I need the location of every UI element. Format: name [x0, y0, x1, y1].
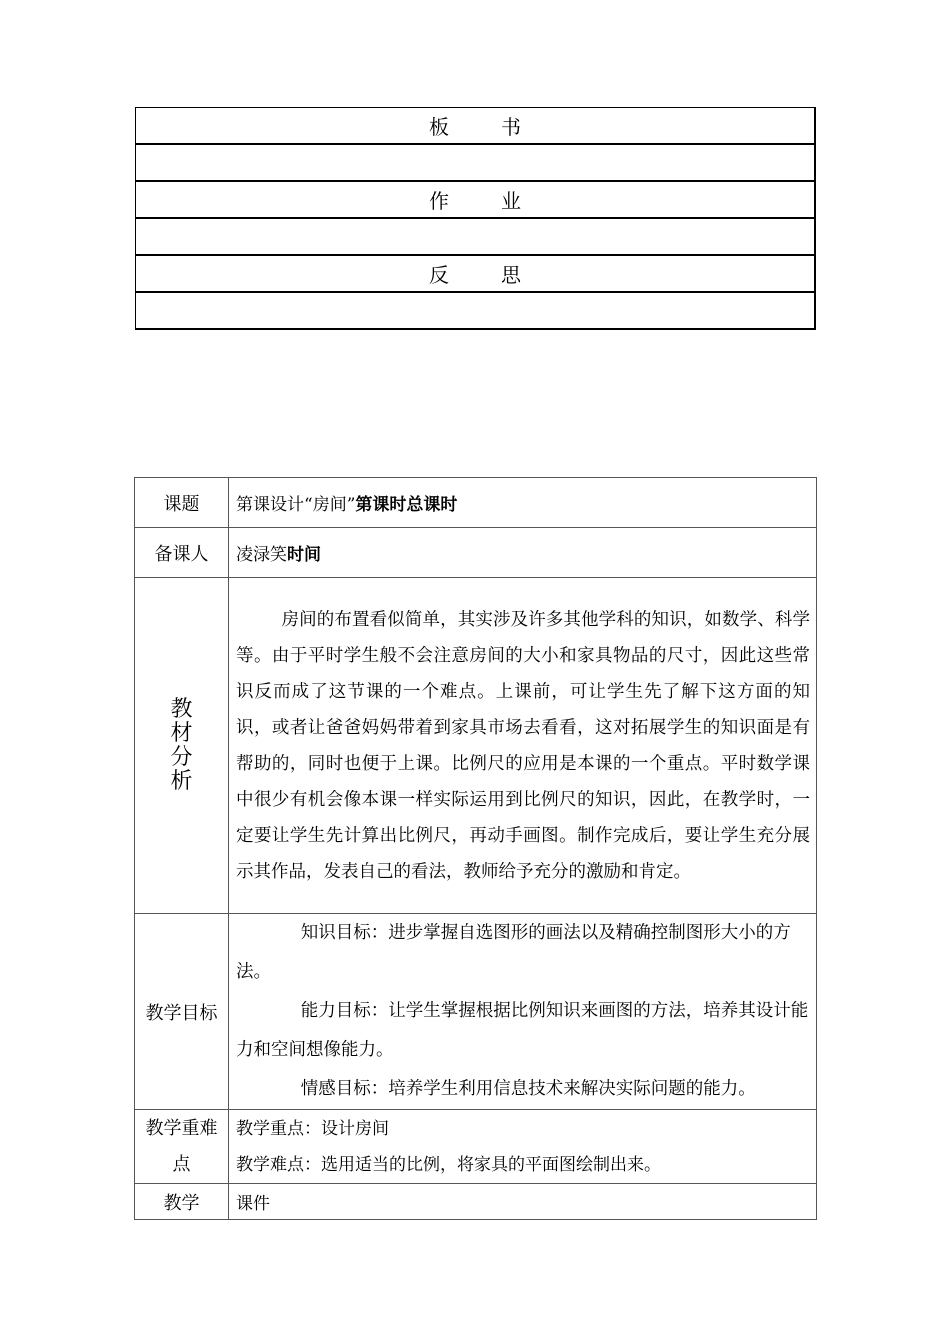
reflection-header	[136, 255, 816, 292]
preparer-value	[229, 528, 817, 578]
board-header	[136, 108, 816, 145]
title-value-plain: 第课设计“房间”	[236, 495, 356, 515]
board-content-cell	[136, 144, 816, 181]
analysis-text: 房间的布置看似简单，其实涉及许多其他学科的知识，如数学、科学等。由于平时学生般不会注意房间的大小和家具物品的尺寸，因此这些常识反而成了这节课的一个难点。上课前，可让学生先了解下这方面的知识，或者让爸爸妈妈带着到家具市场去看看，这对拓展学生的知识面是有帮助的，同时也便于上课。比例尺的应用是本课的一个重点。平时数学课中很少有机会像本课一样实际运用到比例尺的知识，因此，在教学时，一定要让学生先计算出比例尺，再动手画图。制作完成后，要让学生充分展示其作品，发表自己的看法，教师给予充分的激励和肯定。	[229, 578, 817, 914]
analysis-label-char: 教	[170, 696, 193, 722]
goals-label: 教学目标	[135, 914, 229, 1110]
homework-char-2: 业	[501, 189, 521, 213]
analysis-label-char: 材	[170, 720, 193, 746]
goal-knowledge: 知识目标：进步掌握自选图形的画法以及精确控制图形大小的方法。	[236, 923, 791, 982]
analysis-label-char: 析	[170, 768, 193, 794]
media-value: 课件	[229, 1184, 817, 1220]
key-label	[135, 1110, 229, 1184]
reflection-content-cell	[136, 292, 816, 329]
goal-ability: 能力目标：让学生掌握根据比例知识来画图的方法，培养其设计能力和空间想像能力。	[236, 1001, 809, 1060]
preparer-name: 凌渌笑	[236, 545, 287, 565]
title-value-bold: 第课时总课时	[355, 495, 458, 515]
lesson-plan-table	[134, 477, 817, 1220]
board-char-1: 板	[429, 115, 449, 139]
homework-content-cell	[136, 218, 816, 255]
homework-char-1: 作	[429, 189, 449, 213]
goals-cell	[229, 914, 817, 1110]
reflection-char-2: 思	[501, 263, 521, 287]
analysis-label-char: 分	[170, 744, 193, 770]
key-point: 教学重点：设计房间	[236, 1118, 389, 1139]
analysis-label	[135, 578, 229, 914]
title-label: 课题	[135, 478, 229, 528]
preparer-time-label: 时间	[287, 545, 321, 565]
title-value	[229, 478, 817, 528]
reflection-char-1: 反	[429, 263, 449, 287]
difficult-point: 教学难点：选用适当的比例，将家具的平面图绘制出来。	[236, 1154, 661, 1175]
homework-header	[136, 181, 816, 218]
board-char-2: 书	[501, 115, 521, 139]
board-homework-reflection-table	[135, 107, 816, 330]
goal-emotion: 情感目标：培养学生利用信息技术来解决实际问题的能力。	[300, 1079, 756, 1099]
key-cell	[229, 1110, 817, 1184]
preparer-label: 备课人	[135, 528, 229, 578]
media-label: 教学	[135, 1184, 229, 1220]
key-label-text: 教学重难点	[145, 1117, 218, 1175]
